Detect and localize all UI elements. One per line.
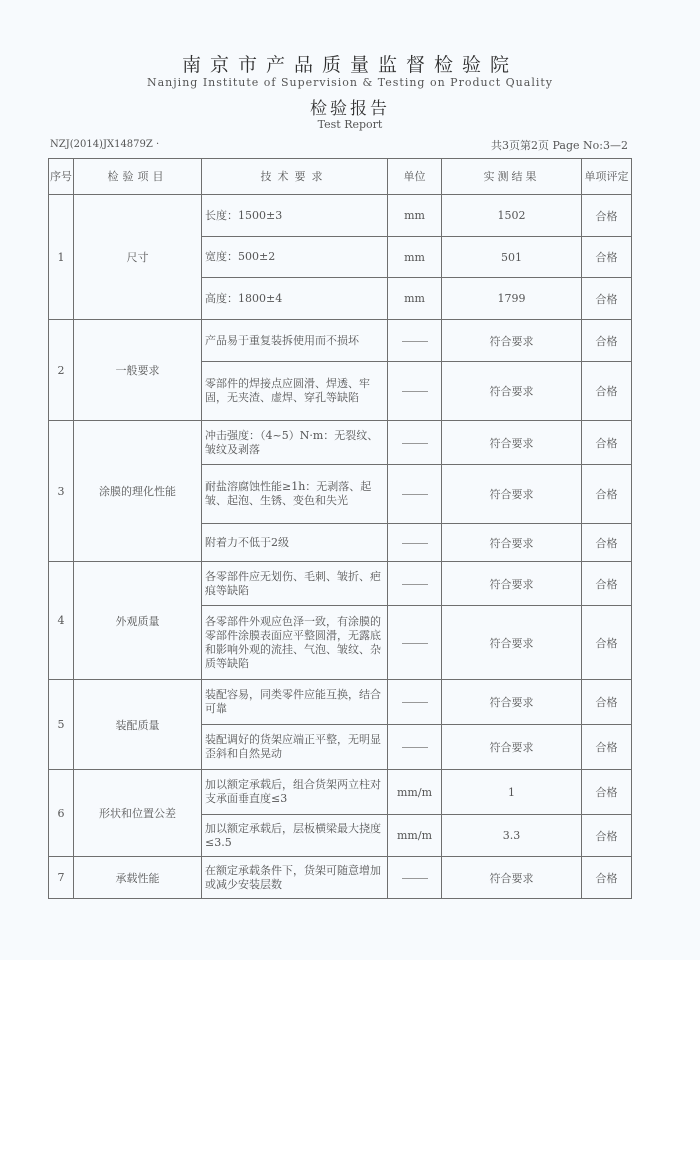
verdict-cell: 合格 — [582, 320, 632, 362]
table-row — [49, 770, 632, 815]
dash-mark — [402, 391, 428, 392]
item-cell: 装配质量 — [74, 680, 202, 770]
seq-cell: 5 — [49, 680, 74, 770]
unit-cell: mm/m — [388, 770, 442, 815]
requirement-cell: 装配容易，同类零件应能互换，结合可靠 — [202, 680, 388, 725]
verdict-cell: 合格 — [582, 362, 632, 421]
unit-cell: mm/m — [388, 815, 442, 857]
item-cell: 尺寸 — [74, 195, 202, 320]
table-row — [49, 857, 632, 899]
dash-mark — [402, 543, 428, 544]
dash-mark — [402, 878, 428, 879]
report-title-cn: 检验报告 — [310, 99, 390, 119]
verdict-cell: 合格 — [582, 421, 632, 465]
seq-cell: 1 — [49, 195, 74, 320]
verdict-cell: 合格 — [582, 195, 632, 237]
table-row — [49, 320, 632, 362]
seq-cell: 2 — [49, 320, 74, 421]
result-cell: 1502 — [442, 195, 582, 237]
item-cell: 涂膜的理化性能 — [74, 421, 202, 562]
table-header-row — [49, 159, 632, 195]
table-row — [49, 562, 632, 606]
dash-mark — [402, 643, 428, 644]
unit-cell — [388, 465, 442, 524]
dash-mark — [402, 341, 428, 342]
result-cell: 符合要求 — [442, 362, 582, 421]
requirement-cell: 加以额定承载后，层板横梁最大挠度≤3.5 — [202, 815, 388, 857]
report-title-en: Test Report — [317, 118, 383, 131]
test-results-table — [48, 158, 632, 899]
unit-cell — [388, 562, 442, 606]
verdict-cell: 合格 — [582, 857, 632, 899]
unit-cell — [388, 606, 442, 680]
result-cell: 1 — [442, 770, 582, 815]
requirement-cell: 加以额定承载后，组合货架两立柱对支承面垂直度≤3 — [202, 770, 388, 815]
item-cell: 形状和位置公差 — [74, 770, 202, 857]
result-cell: 501 — [442, 237, 582, 278]
requirement-cell: 各零部件外观应色泽一致，有涂膜的零部件涂膜表面应平整圆滑，无露底和影响外观的流挂、气泡、皱纹、杂质等缺陷 — [202, 606, 388, 680]
header-requirement: 技术要求 — [202, 159, 388, 195]
report-number: NZJ(2014)JX14879Z · — [50, 139, 160, 150]
result-cell: 3.3 — [442, 815, 582, 857]
verdict-cell: 合格 — [582, 770, 632, 815]
requirement-cell: 耐盐溶腐蚀性能≥1h：无剥落、起皱、起泡、生锈、变色和失光 — [202, 465, 388, 524]
unit-cell — [388, 362, 442, 421]
verdict-cell: 合格 — [582, 524, 632, 562]
unit-cell — [388, 421, 442, 465]
result-cell: 符合要求 — [442, 320, 582, 362]
result-cell: 符合要求 — [442, 524, 582, 562]
requirement-cell: 产品易于重复装拆使用而不损坏 — [202, 320, 388, 362]
requirement-cell: 各零部件应无划伤、毛刺、皱折、疤痕等缺陷 — [202, 562, 388, 606]
requirement-cell: 冲击强度：（4~5）N·m：无裂纹、皱纹及剥落 — [202, 421, 388, 465]
result-cell: 符合要求 — [442, 465, 582, 524]
requirement-cell: 长度：1500±3 — [202, 195, 388, 237]
dash-mark — [402, 747, 428, 748]
table-row — [49, 680, 632, 725]
result-cell: 符合要求 — [442, 421, 582, 465]
requirement-cell: 高度：1800±4 — [202, 278, 388, 320]
verdict-cell: 合格 — [582, 237, 632, 278]
seq-cell: 6 — [49, 770, 74, 857]
header-unit: 单位 — [388, 159, 442, 195]
requirement-cell: 附着力不低于2级 — [202, 524, 388, 562]
verdict-cell: 合格 — [582, 606, 632, 680]
result-cell: 符合要求 — [442, 562, 582, 606]
dash-mark — [402, 443, 428, 444]
result-cell: 1799 — [442, 278, 582, 320]
unit-cell — [388, 725, 442, 770]
seq-cell: 3 — [49, 421, 74, 562]
result-cell: 符合要求 — [442, 680, 582, 725]
requirement-cell: 零部件的焊接点应圆滑、焊透、牢固，无夹渣、虚焊、穿孔等缺陷 — [202, 362, 388, 421]
verdict-cell: 合格 — [582, 562, 632, 606]
verdict-cell: 合格 — [582, 725, 632, 770]
header-result: 实测结果 — [442, 159, 582, 195]
unit-cell — [388, 680, 442, 725]
dash-mark — [402, 702, 428, 703]
item-cell: 承载性能 — [74, 857, 202, 899]
unit-cell — [388, 524, 442, 562]
result-cell: 符合要求 — [442, 857, 582, 899]
table-row — [49, 195, 632, 237]
header-seq: 序号 — [49, 159, 74, 195]
unit-cell: mm — [388, 237, 442, 278]
header-verdict: 单项评定 — [582, 159, 632, 195]
header-item: 检验项目 — [74, 159, 202, 195]
dash-mark — [402, 494, 428, 495]
dash-mark — [402, 584, 428, 585]
verdict-cell: 合格 — [582, 680, 632, 725]
requirement-cell: 在额定承载条件下，货架可随意增加或减少安装层数 — [202, 857, 388, 899]
requirement-cell: 装配调好的货架应端正平整，无明显歪斜和自然晃动 — [202, 725, 388, 770]
item-cell: 一般要求 — [74, 320, 202, 421]
page-number: 共3页第2页 Page No:3—2 — [491, 139, 628, 152]
unit-cell — [388, 320, 442, 362]
requirement-cell: 宽度：500±2 — [202, 237, 388, 278]
seq-cell: 4 — [49, 562, 74, 680]
verdict-cell: 合格 — [582, 278, 632, 320]
item-cell: 外观质量 — [74, 562, 202, 680]
verdict-cell: 合格 — [582, 815, 632, 857]
unit-cell: mm — [388, 278, 442, 320]
result-cell: 符合要求 — [442, 725, 582, 770]
result-cell: 符合要求 — [442, 606, 582, 680]
verdict-cell: 合格 — [582, 465, 632, 524]
institute-name-en: Nanjing Institute of Supervision & Testing on Product Quality — [147, 76, 553, 89]
unit-cell — [388, 857, 442, 899]
unit-cell: mm — [388, 195, 442, 237]
seq-cell: 7 — [49, 857, 74, 899]
institute-name-cn: 南京市产品质量监督检验院 — [181, 54, 518, 76]
table-row — [49, 421, 632, 465]
